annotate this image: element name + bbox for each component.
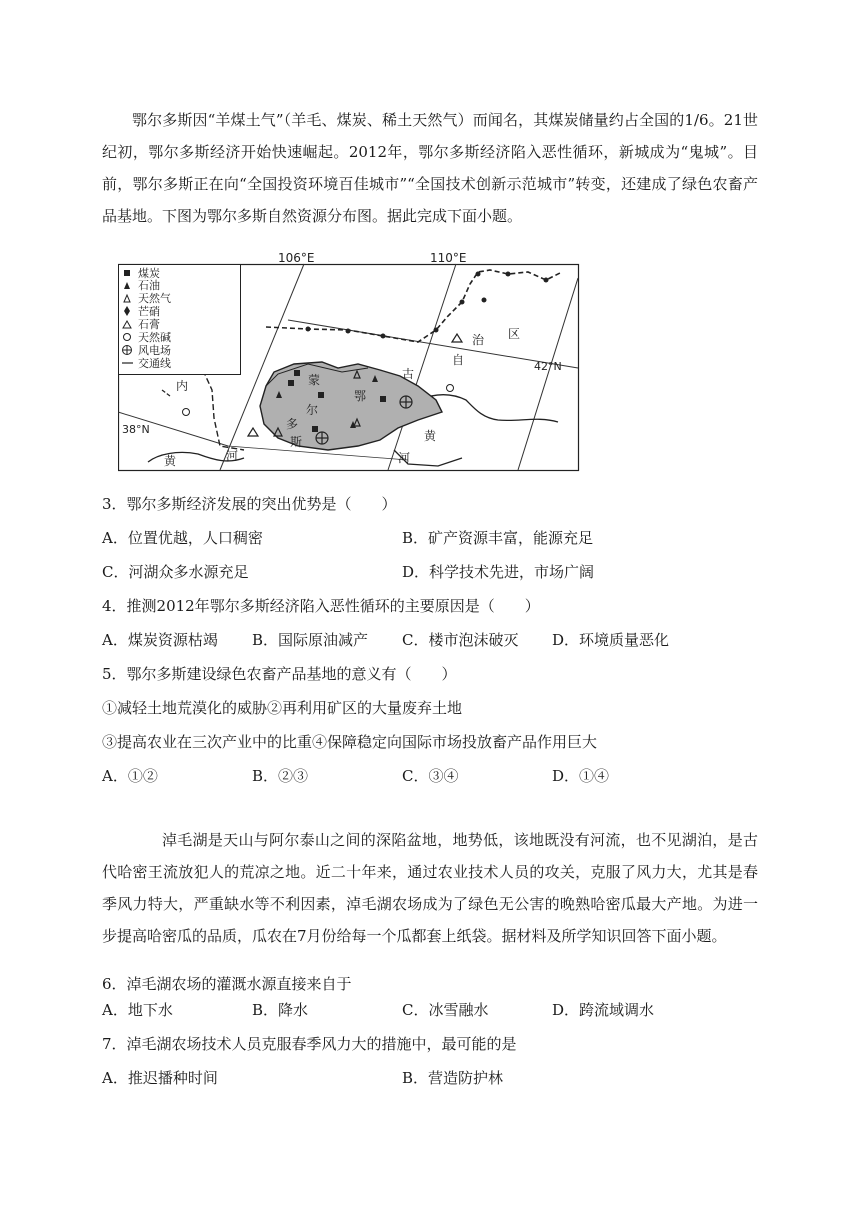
q3-option-d: D．科学技术先进，市场广阔	[402, 563, 595, 581]
legend-coal: 煤炭	[138, 267, 160, 280]
passage-2: 淖毛湖是天山与阿尔泰山之间的深陷盆地，地势低，该地既没有河流，也不见湖泊，是古代哈密王流放犯人的荒凉之地。近二十年来，通过农业技术人员的攻关，克服了风力大，尤其是春季风力特大，严重缺水等不利因素，淖毛湖农场成为了绿色无公害的晚熟哈密瓜最大产地。为进一步提高哈密瓜的品质，瓜农在7月份给每一个瓜都套上纸袋。据材料及所学知识回答下面小题。	[102, 831, 758, 945]
label-huang-right: 黄	[424, 429, 437, 443]
q4-stem: 4．推测2012年鄂尔多斯经济陷入恶性循环的主要原因是（ ）	[102, 597, 540, 615]
label-qu: 区	[508, 327, 521, 341]
lat-label-42: 42°N	[534, 360, 562, 373]
q6-stem: 6．淖毛湖农场的灌溉水源直接来自于	[102, 975, 352, 993]
label-zi: 自	[452, 353, 465, 367]
legend-oil: 石油	[138, 279, 160, 292]
label-huang-left: 黄	[164, 454, 177, 468]
label-er: 尔	[306, 403, 319, 417]
label-meng: 蒙	[308, 373, 321, 387]
q7-option-b: B．营造防护林	[402, 1069, 504, 1087]
q7-stem: 7．淖毛湖农场技术人员克服春季风力大的措施中，最可能的是	[102, 1035, 517, 1053]
q3-option-b: B．矿产资源丰富，能源充足	[402, 529, 594, 547]
q5-option-a: A．①②	[102, 767, 158, 785]
legend-traffic: 交通线	[138, 357, 171, 370]
erdos-resource-map	[118, 250, 586, 472]
label-he-right: 河	[398, 451, 411, 465]
label-nei: 内	[176, 379, 189, 393]
q4-option-d: D．环境质量恶化	[552, 631, 670, 649]
label-e: 鄂	[354, 389, 367, 403]
q3-option-c: C．河湖众多水源充足	[102, 563, 249, 581]
q4-option-a: A．煤炭资源枯竭	[102, 631, 218, 649]
legend-soda: 天然碱	[138, 331, 171, 344]
q5-statement-2: ③提高农业在三次产业中的比重④保障稳定向国际市场投放畜产品作用巨大	[102, 733, 598, 751]
lat-label-38: 38°N	[122, 423, 150, 436]
label-he-left: 河	[226, 449, 239, 463]
q6-option-d: D．跨流域调水	[552, 1001, 655, 1019]
q5-statement-1: ①减轻土地荒漠化的威胁②再利用矿区的大量废弃土地	[102, 699, 463, 717]
legend-gas: 天然气	[138, 292, 171, 305]
q6-option-c: C．冰雪融水	[402, 1001, 489, 1019]
legend-gypsum: 石膏	[138, 318, 160, 331]
q5-option-d: D．①④	[552, 767, 610, 785]
label-si: 斯	[290, 435, 303, 449]
lon-label-110: 110°E	[430, 251, 467, 265]
q3-option-a: A．位置优越，人口稠密	[102, 529, 263, 547]
passage-1: 鄂尔多斯因“羊煤土气”（羊毛、煤炭、稀土天然气）而闻名，其煤炭储量约占全国的1/6。21世纪初，鄂尔多斯经济开始快速崛起。2012年，鄂尔多斯经济陷入恶性循环，新城成为“鬼城”。目前，鄂尔多斯正在向“全国投资环境百佳城市”“全国技术创新示范城市”转变，还建成了绿色农畜产品基地。下图为鄂尔多斯自然资源分布图。据此完成下面小题。	[102, 111, 758, 225]
q4-option-b: B．国际原油减产	[252, 631, 369, 649]
legend-wind: 风电场	[138, 344, 171, 357]
q3-stem: 3．鄂尔多斯经济发展的突出优势是（ ）	[102, 495, 397, 513]
legend-mirabilite: 芒硝	[138, 305, 160, 318]
q5-option-c: C．③④	[402, 767, 459, 785]
q6-option-b: B．降水	[252, 1001, 309, 1019]
q6-option-a: A．地下水	[102, 1001, 173, 1019]
q7-option-a: A．推迟播种时间	[102, 1069, 218, 1087]
label-zhi: 治	[472, 333, 485, 347]
q5-stem: 5．鄂尔多斯建设绿色农畜产品基地的意义有（ ）	[102, 665, 457, 683]
lon-label-106: 106°E	[278, 251, 315, 265]
q5-option-b: B．②③	[252, 767, 309, 785]
label-duo: 多	[286, 417, 299, 431]
label-gu: 古	[402, 367, 415, 381]
q4-option-c: C．楼市泡沫破灭	[402, 631, 519, 649]
